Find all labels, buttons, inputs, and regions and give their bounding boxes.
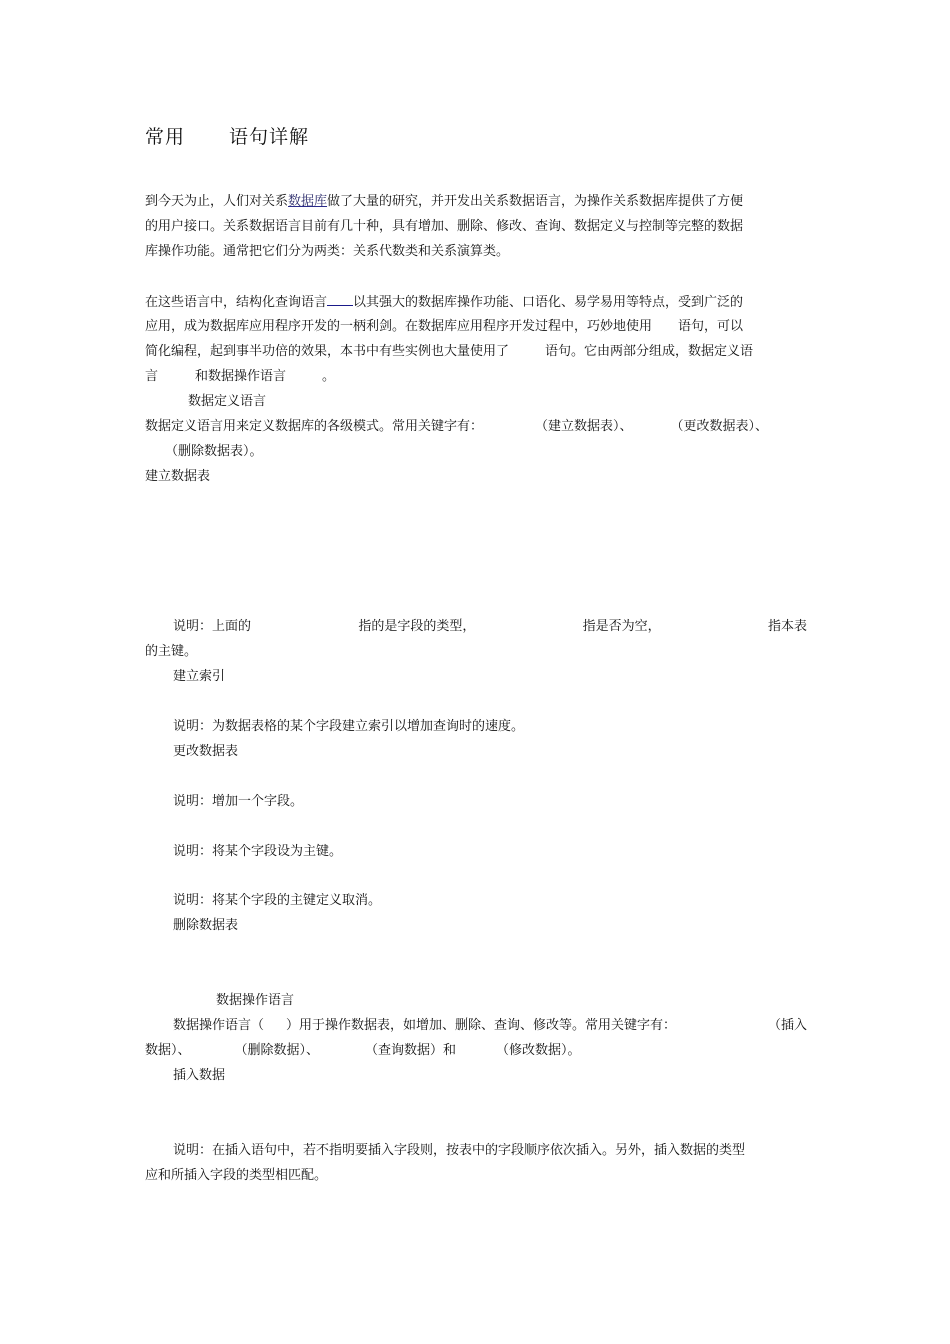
dml-note-1: 说明：在插入语句中，若不指明要插入字段则，按表中的字段顺序依次插入。另外，插入数据的类型: [173, 1143, 746, 1158]
dml-text: （修改数据）。: [496, 1043, 581, 1058]
title-part-2: 语句详解: [229, 126, 310, 148]
ddl-desc-line-2: （删除数据表）。: [165, 444, 263, 459]
ddl-note-2: 说明：为数据表格的某个字段建立索引以增加查询时的速度。: [173, 719, 525, 734]
para2-text: 在这些语言中，结构化查询语言: [145, 295, 328, 310]
ddl-note-text: 指是否为空，: [582, 619, 661, 634]
para2-text: 。: [322, 369, 336, 384]
para2-text: 和数据操作语言: [195, 369, 287, 384]
para2-text: 简化编程，起到事半功倍的效果，本书中有些实例也大量使用了: [145, 344, 510, 359]
dml-text: （查询数据）和: [365, 1043, 457, 1058]
dml-text: （删除数据）、: [234, 1043, 320, 1058]
ddl-heading: 数据定义语言: [188, 394, 267, 409]
para2-text: 言: [145, 369, 159, 384]
para2-text: 语句，可以: [678, 319, 744, 334]
alter-table-heading: 更改数据表: [173, 744, 239, 759]
intro-text: 做了大量的研究，并开发出关系数据语言，为操作关系数据库提供了方便: [327, 194, 744, 209]
dml-text: 数据）、: [145, 1043, 191, 1058]
ddl-note-text: 指本表: [767, 619, 807, 634]
dml-desc-line-2: [145, 1043, 581, 1059]
drop-table-heading: 删除数据表: [173, 918, 239, 933]
page-title: [145, 126, 309, 148]
create-index-heading: 建立索引: [173, 669, 226, 684]
ddl-note-4: 说明：将某个字段设为主键。: [173, 844, 343, 859]
dml-text: ）用于操作数据表，如增加、删除、查询、修改等。常用关键字有：: [286, 1018, 677, 1033]
para2-line-4: [145, 369, 335, 385]
para2-text: 以其强大的数据库操作功能、口语化、易学易用等特点，受到广泛的: [353, 295, 744, 310]
dml-desc-line-1: [173, 1018, 807, 1034]
para2-line-2: [145, 319, 743, 335]
ddl-note-text: 说明：上面的: [173, 619, 252, 634]
ddl-note-3: 说明：增加一个字段。: [173, 794, 304, 809]
dml-note-1-cont: 应和所插入字段的类型相匹配。: [145, 1168, 328, 1183]
dml-text: 数据操作语言（: [173, 1018, 265, 1033]
create-table-heading: 建立数据表: [145, 469, 211, 484]
ddl-note-5: 说明：将某个字段的主键定义取消。: [173, 893, 382, 908]
intro-line-1: [145, 194, 807, 210]
database-link[interactable]: 数据库: [288, 194, 328, 209]
intro-line-2: 的用户接口。关系数据语言目前有几十种，具有增加、删除、修改、查询、数据定义与控制等完整的数据: [145, 219, 744, 234]
para2-line-3: [145, 344, 753, 360]
ddl-note-1: [173, 619, 807, 635]
para2-text: 语句。它由两部分组成，数据定义语: [545, 344, 754, 359]
dml-text: （插入: [767, 1018, 807, 1033]
insert-heading: 插入数据: [173, 1068, 226, 1083]
para2-text: 应用，成为数据库应用程序开发的一柄利剑。在数据库应用程序开发过程中，巧妙地使用: [145, 319, 653, 334]
title-part-1: 常用: [145, 126, 186, 148]
intro-text: 到今天为止，人们对关系: [145, 194, 289, 209]
dml-heading: 数据操作语言: [216, 993, 295, 1008]
ddl-text: 数据定义语言用来定义数据库的各级模式。常用关键字有：: [145, 419, 484, 434]
ddl-text: （更改数据表）、: [670, 419, 769, 434]
sql-underline: [327, 294, 353, 306]
ddl-text: （建立数据表）、: [535, 419, 633, 434]
intro-line-3: 库操作功能。通常把它们分为两类：关系代数类和关系演算类。: [145, 244, 510, 259]
para2-line-1: [145, 294, 743, 311]
ddl-desc-line-1: [145, 419, 768, 435]
ddl-note-text: 指的是字段的类型，: [358, 619, 476, 634]
ddl-note-1-cont: 的主键。: [145, 644, 198, 659]
